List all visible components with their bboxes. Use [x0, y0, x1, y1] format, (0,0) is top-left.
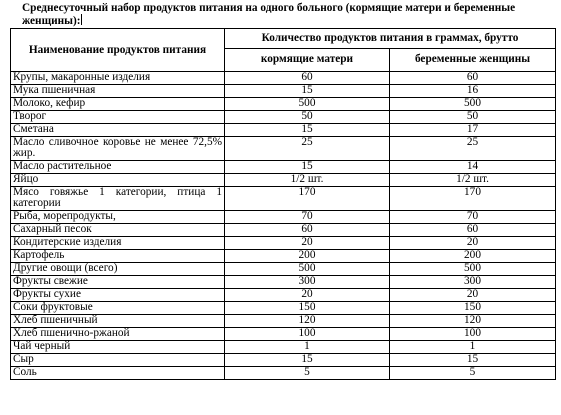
pregnant-amount-cell: 60: [390, 72, 556, 85]
nursing-amount-cell: 170: [225, 187, 390, 211]
table-row: [11, 328, 556, 341]
pregnant-amount-cell: 70: [390, 211, 556, 224]
nursing-amount-cell: 15: [225, 161, 390, 174]
nursing-amount-cell: 20: [225, 237, 390, 250]
product-name-cell: Хлеб пшеничный: [11, 315, 225, 328]
header-nursing-mothers: кормящие матери: [225, 48, 390, 71]
table-row: [11, 276, 556, 289]
table-row: [11, 124, 556, 137]
text-cursor: [81, 14, 82, 25]
product-name-cell: Фрукты свежие: [11, 276, 225, 289]
pregnant-amount-cell: 1/2 шт.: [390, 174, 556, 187]
pregnant-amount-cell: 300: [390, 276, 556, 289]
nursing-amount-cell: 15: [225, 354, 390, 367]
nursing-amount-cell: 300: [225, 276, 390, 289]
product-name-cell: Чай черный: [11, 341, 225, 354]
pregnant-amount-cell: 16: [390, 85, 556, 98]
pregnant-amount-cell: 17: [390, 124, 556, 137]
food-set-table: [10, 28, 556, 380]
pregnant-amount-cell: 120: [390, 315, 556, 328]
nursing-amount-cell: 1: [225, 341, 390, 354]
pregnant-amount-cell: 5: [390, 367, 556, 380]
pregnant-amount-cell: 50: [390, 111, 556, 124]
nursing-amount-cell: 120: [225, 315, 390, 328]
nursing-amount-cell: 70: [225, 211, 390, 224]
pregnant-amount-cell: 500: [390, 98, 556, 111]
nursing-amount-cell: 1/2 шт.: [225, 174, 390, 187]
nursing-amount-cell: 5: [225, 367, 390, 380]
product-name-cell: Соки фруктовые: [11, 302, 225, 315]
nursing-amount-cell: 200: [225, 250, 390, 263]
nursing-amount-cell: 15: [225, 85, 390, 98]
table-row: [11, 161, 556, 174]
nursing-amount-cell: 60: [225, 72, 390, 85]
product-name-cell: Молоко, кефир: [11, 98, 225, 111]
product-name-cell: Мясо говяжье 1 категории, птица 1 категории: [11, 187, 225, 211]
table-row: [11, 354, 556, 367]
table-row: [11, 302, 556, 315]
table-row: [11, 211, 556, 224]
pregnant-amount-cell: 500: [390, 263, 556, 276]
product-name-cell: Сыр: [11, 354, 225, 367]
table-row: [11, 98, 556, 111]
nursing-amount-cell: 20: [225, 289, 390, 302]
product-name-cell: Крупы, макаронные изделия: [11, 72, 225, 85]
header-pregnant-women: беременные женщины: [390, 48, 556, 71]
pregnant-amount-cell: 20: [390, 289, 556, 302]
nursing-amount-cell: 15: [225, 124, 390, 137]
header-quantity: Количество продуктов питания в граммах, брутто: [225, 29, 556, 49]
table-row: [11, 72, 556, 85]
pregnant-amount-cell: 150: [390, 302, 556, 315]
product-name-cell: Масло сливочное коровье не менее 72,5% жир.: [11, 137, 225, 161]
nursing-amount-cell: 60: [225, 224, 390, 237]
product-name-cell: Другие овощи (всего): [11, 263, 225, 276]
pregnant-amount-cell: 200: [390, 250, 556, 263]
pregnant-amount-cell: 170: [390, 187, 556, 211]
nursing-amount-cell: 100: [225, 328, 390, 341]
pregnant-amount-cell: 1: [390, 341, 556, 354]
nursing-amount-cell: 500: [225, 98, 390, 111]
pregnant-amount-cell: 60: [390, 224, 556, 237]
nursing-amount-cell: 500: [225, 263, 390, 276]
product-name-cell: Мука пшеничная: [11, 85, 225, 98]
pregnant-amount-cell: 14: [390, 161, 556, 174]
product-name-cell: Сахарный песок: [11, 224, 225, 237]
product-name-cell: Рыба, морепродукты,: [11, 211, 225, 224]
product-name-cell: Соль: [11, 367, 225, 380]
product-name-cell: Картофель: [11, 250, 225, 263]
product-name-cell: Масло растительное: [11, 161, 225, 174]
nursing-amount-cell: 25: [225, 137, 390, 161]
table-row: [11, 237, 556, 250]
product-name-cell: Сметана: [11, 124, 225, 137]
table-row: [11, 174, 556, 187]
table-body: [11, 72, 556, 380]
nursing-amount-cell: 50: [225, 111, 390, 124]
product-name-cell: Фрукты сухие: [11, 289, 225, 302]
table-row: [11, 341, 556, 354]
pregnant-amount-cell: 25: [390, 137, 556, 161]
table-row: [11, 289, 556, 302]
pregnant-amount-cell: 20: [390, 237, 556, 250]
header-product-name: Наименование продуктов питания: [11, 29, 225, 72]
table-row: [11, 367, 556, 380]
nursing-amount-cell: 150: [225, 302, 390, 315]
table-row: [11, 263, 556, 276]
pregnant-amount-cell: 100: [390, 328, 556, 341]
document-title: Среднесуточный набор продуктов питания на одного больного (кормящие матери и беременные женщины):: [22, 2, 516, 27]
table-row: [11, 250, 556, 263]
table-row: [11, 187, 556, 211]
pregnant-amount-cell: 15: [390, 354, 556, 367]
table-row: [11, 111, 556, 124]
table-row: [11, 224, 556, 237]
product-name-cell: Хлеб пшенично-ржаной: [11, 328, 225, 341]
table-row: [11, 137, 556, 161]
product-name-cell: Кондитерские изделия: [11, 237, 225, 250]
product-name-cell: Яйцо: [11, 174, 225, 187]
product-name-cell: Творог: [11, 111, 225, 124]
table-row: [11, 315, 556, 328]
table-row: [11, 85, 556, 98]
